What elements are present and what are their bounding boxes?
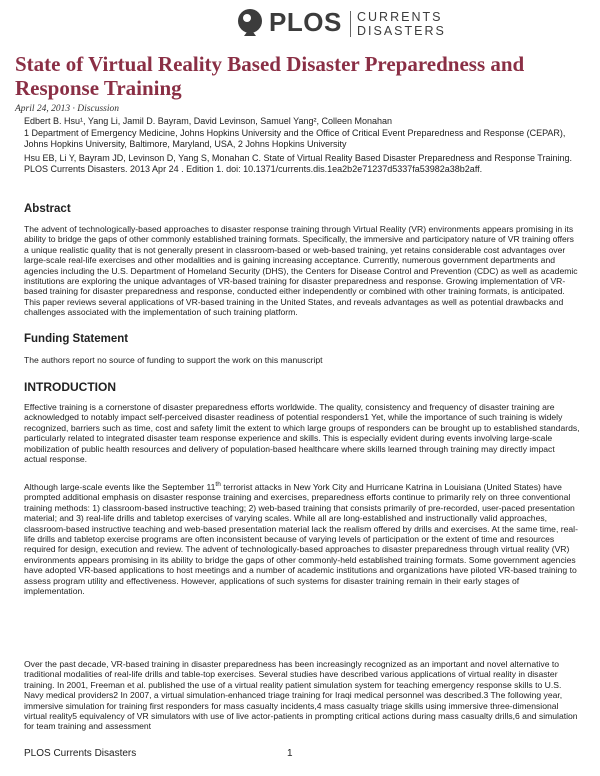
logo-divider: [350, 11, 351, 37]
intro-paragraph-3: Over the past decade, VR-based training in disaster preparedness has been increasingly recognized as an important and novel alternative to traditional modalities of real-life drills and table-top exercises. Several studies have described various applications of virtual reality in disaster training. In 2001, Freeman et al. published the use of a virtual reality patient simulation system for teaching emergency response skills to U.S. Navy medical providers2 In 2007, a virtual simulation-enhanced triage training for Iraqi medical personnel was described.3 The following year, immersive simulation for training first responders for mass casualty incidents,4 mass casualty triage skills using immersive three-dimensional virtual reality5 equivalency of VR simulators with use of live actor-patients in prompting critical actions during mass casualty drills,6 and simulation for team training and assessment: [24, 659, 578, 732]
citation: Hsu EB, Li Y, Bayram JD, Levinson D, Yang S, Monahan C. State of Virtual Reality Based Disaster Preparedness and Response Training. PLOS Currents Disasters. 2013 Apr 24 . Edition 1. doi: 10.1371/currents.dis.1ea2b2e71237d5337fa53982a38b2aff.: [24, 153, 572, 174]
article-date: April 24, 2013 · Discussion: [15, 104, 119, 114]
intro-paragraph-2-rest: terrorist attacks in New York City and Hurricane Katrina in Louisiana (United States) have prompted additional emphasis on disaster response training and exercises, preparedness efforts continue to primarily rely on three conventional training methods: 1) classroom-based instructive teaching; 2) web-based training that consists primarily of pre-recorded, user-paced presentation material; and 3) real-life drills and tabletop exercises of varying scales. While all are long-established and instructionally valid approaches, classroom-based instructive teaching and web-based presentation material lack the realism offered by drills and exercises. At the same time, real-life drills and tabletop exercise programs are often inconsistent because of varying levels of participation or the extent of time and resources required for design, execution and review. The advent of technologically-based approaches to disaster preparedness through virtual reality (VR) environments appears promising in its ability to bridge the gaps of other commonly-held established training formats. Some government agencies have adopted VR-based applications to host meetings and a number of academic institutions and organizations have piloted VR-based training to assess program utility and effectiveness. However, applications of such systems for disaster training remain in their early stages of implementation.: [24, 482, 578, 597]
abstract-text: The advent of technologically-based approaches to disaster response training through Virtual Reality (VR) environments appears promising in its ability to bridge the gaps of other commonly established training formats. Specifically, the immersive and participatory nature of VR training offers a unique realistic quality that is not generally present in classroom-based or web-based training, yet retains considerable cost advantages over large-scale real-life exercises and other modalities and is gaining increasing acceptance. Currently, numerous government departments and agencies including the U.S. Department of Homeland Security (DHS), the Centers for Disease Control and Prevention (CDC) as well as academic institutions are exploring the unique advantages of VR-based training for disaster preparedness and response. Growing implementation of VR-based training for disaster preparedness and response, conducted either independently or combined with other training formats, is anticipated. This paper reviews several applications of VR-based training in the United States, and reveals advantages as well as potential drawbacks and challenges associated with the implementation of such training platform.: [24, 224, 578, 318]
intro-paragraph-2: [24, 482, 580, 596]
funding-text: The authors report no source of funding to support the work on this manuscript: [24, 355, 323, 365]
intro-paragraph-2-start: Although large-scale events like the September 11: [24, 482, 216, 492]
author-list: Edbert B. Hsu¹, Yang Li, Jamil D. Bayram, David Levinson, Samuel Yang², Colleen Monahan: [24, 116, 393, 126]
plos-logo-mark-icon: [235, 6, 265, 40]
logo-plos-text: PLOS: [269, 7, 342, 37]
logo-currents-text: CURRENTS: [357, 10, 443, 24]
introduction-heading: INTRODUCTION: [24, 380, 116, 394]
plos-currents-logo[interactable]: [235, 4, 465, 42]
intro-paragraph-1: Effective training is a cornerstone of disaster preparedness efforts worldwide. The quality, consistency and frequency of disaster training are acknowledged to notably impact self-perceived disaster readiness of potential responders1 Yet, while the importance of such training is widely recognized, barriers such as time, cost and safety limit the extent to which large groups of responders can be brought up to established standards, particularly related to integrated disaster team response experience and skills. This is especially evident during events involving large-scale mobilization of public health resources and delivery of population-based healthcare where skills learned through training may directly impact actual response.: [24, 402, 580, 465]
logo-disasters-text: DISASTERS: [357, 24, 446, 38]
funding-heading: Funding Statement: [24, 333, 129, 345]
footer-journal: PLOS Currents Disasters: [24, 748, 137, 759]
article-title: State of Virtual Reality Based Disaster Preparedness and Response Training: [15, 52, 525, 100]
footer-page-number: 1: [287, 748, 293, 759]
affiliations: 1 Department of Emergency Medicine, Johns Hopkins University and the Office of Critical Event Preparedness and Response (CEPAR), Johns Hopkins University, Baltimore, Maryland, USA, 2 Johns Hopkins University: [24, 128, 566, 149]
ordinal-superscript: th: [215, 481, 221, 489]
abstract-heading: Abstract: [24, 203, 71, 215]
